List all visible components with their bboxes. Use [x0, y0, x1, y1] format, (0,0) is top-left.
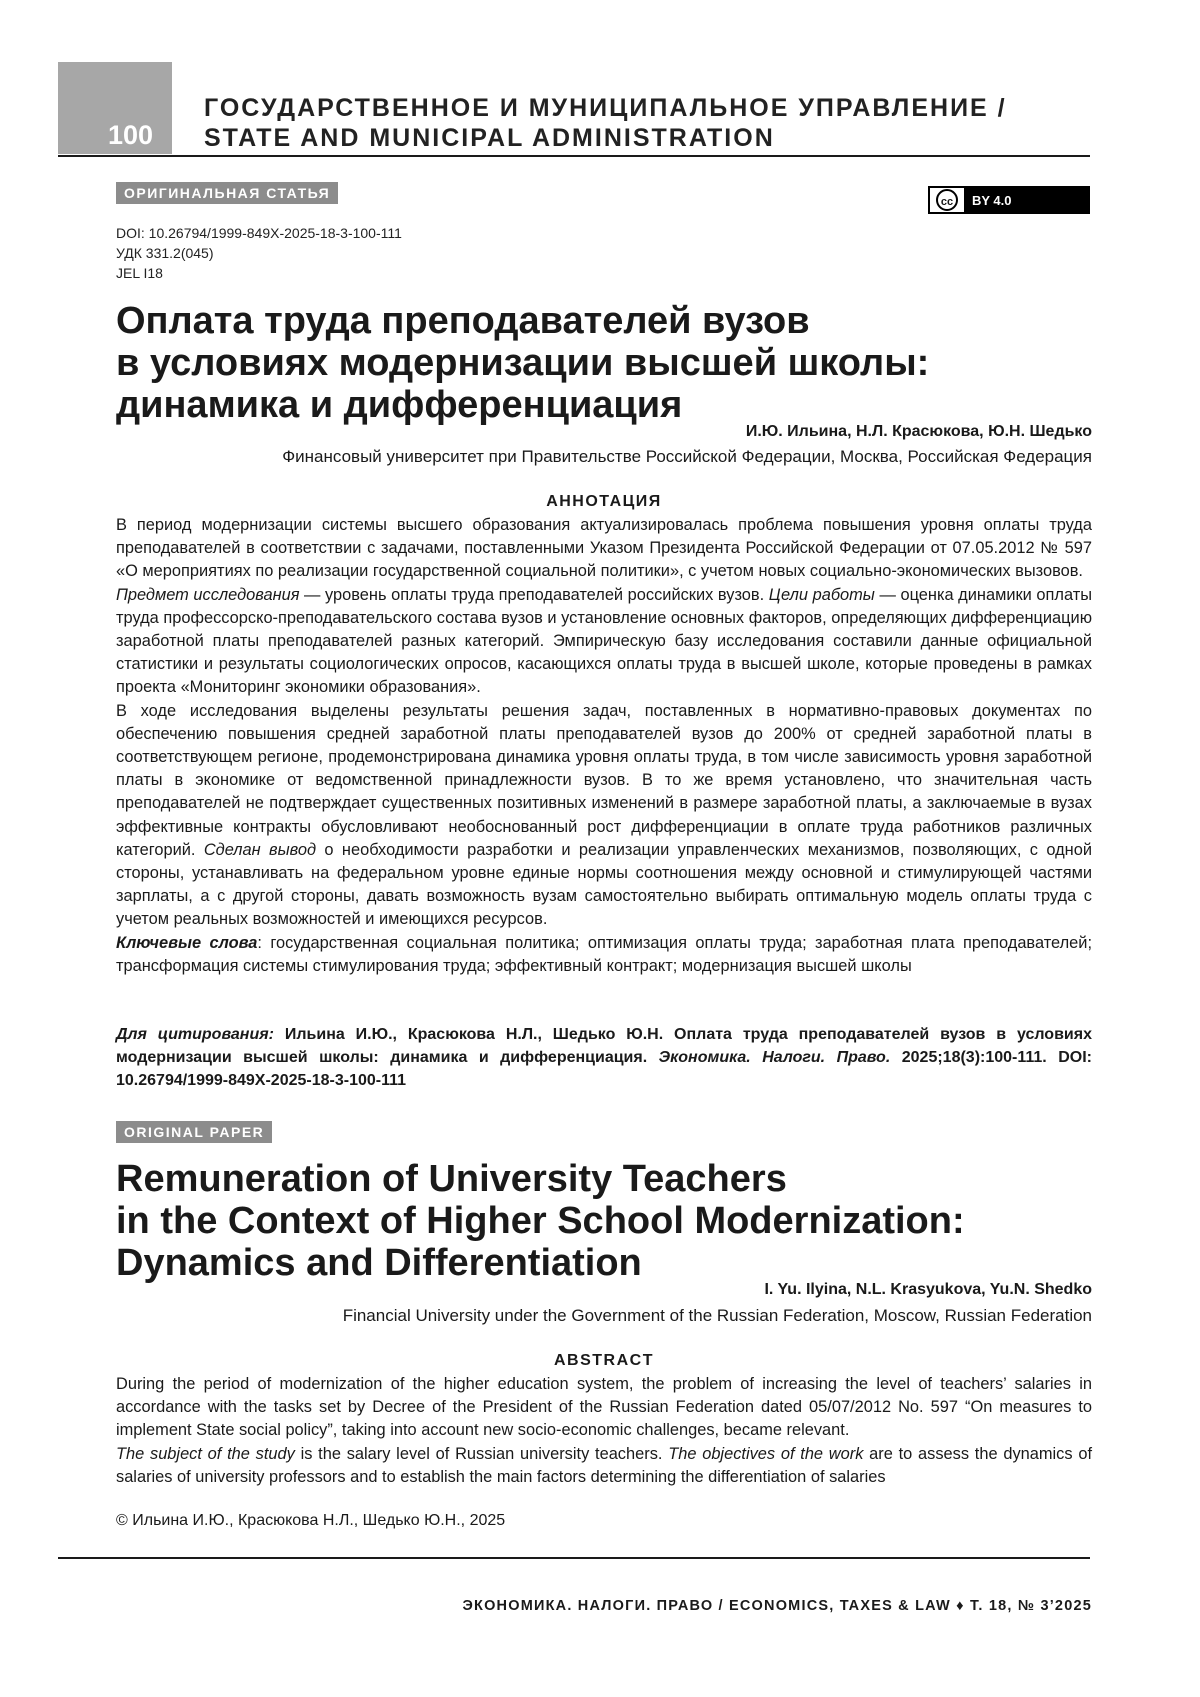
title-ru-line-2: в условиях модернизации высшей школы: [116, 342, 930, 384]
article-type-label-ru: ОРИГИНАЛЬНАЯ СТАТЬЯ [116, 182, 338, 204]
abstract-heading-ru: АННОТАЦИЯ [546, 493, 662, 510]
abstract-ru [116, 514, 1092, 978]
creative-commons-icon: cc [930, 188, 964, 212]
footer-issue: Т. 18, № 3’2025 [969, 1598, 1092, 1614]
title-en-line-3: Dynamics and Differentiation [116, 1242, 642, 1284]
title-en-line-1: Remuneration of University Teachers [116, 1158, 787, 1200]
footer-divider [58, 1557, 1090, 1559]
footer-journal-info [463, 1598, 1093, 1614]
affiliation-ru: Финансовый университет при Правительстве Российской Федерации, Москва, Российская Федерация [282, 447, 1092, 466]
abstract-ru-paragraph-2: Предмет исследования — уровень оплаты труда преподавателей российских вузов. Цели работы — оценка динамики оплаты труда профессорско-преподавательского состава вузов и установление основных факторов, определяющих дифференциацию заработной платы преподавателей разных категорий. Эмпирическую базу исследования составили данные официальной статистики и результаты социологических опросов, касающихся оплаты труда в высшей школе, которые проведены в рамках проекта «Мониторинг экономики образования». [116, 585, 1093, 697]
footer-journal-name: ЭКОНОМИКА. НАЛОГИ. ПРАВО / ECONOMICS, TAXES & LAW [462, 1598, 951, 1614]
abstract-en-paragraph-2: The subject of the study is the salary level of Russian university teachers. The objectives of the work are to assess the dynamics of salaries of university professors and to establish the main factors determining the differentiation of salaries [116, 1444, 1092, 1486]
udk: УДК 331.2(045) [116, 245, 214, 261]
doi: DOI: 10.26794/1999-849X-2025-18-3-100-111 [116, 225, 402, 241]
diamond-icon: ♦ [956, 1598, 965, 1614]
title-ru-line-3: динамика и дифференциация [116, 384, 683, 426]
title-en-line-2: in the Context of Higher School Modernization: [116, 1200, 965, 1242]
abstract-heading-en: ABSTRACT [554, 1352, 654, 1369]
affiliation-en: Financial University under the Government of the Russian Federation, Moscow, Russian Federation [342, 1306, 1092, 1325]
keywords-ru: Ключевые слова: государственная социальная политика; оптимизация оплаты труда; заработная плата преподавателей; трансформация системы стимулирования труда; эффективный контракт; модернизация высшей школы [116, 933, 1092, 975]
abstract-ru-paragraph-3: В ходе исследования выделены результаты решения задач, поставленных в нормативно-правовых документах по обеспечению повышения средней заработной платы преподавателей вузов до 200% от средней заработной платы в соответствующем регионе, продемонстрирована динамика уровня оплаты труда, в том числе зависимость уровня заработной платы в экономике от ведомственной принадлежности вузов. В то же время установлено, что значительная часть преподавателей не подтверждает существенных позитивных изменений в размере заработной платы, а заключаемые в вузах эффективные контракты обусловливают необоснованный рост дифференциации в оплате труда работников различных категорий. Сделан вывод о необходимости разработки и реализации управленческих механизмов, позволяющих, с одной стороны, устанавливать на федеральном уровне единые нормы соотношения между основной и стимулирующей частями зарплаты, а с другой стороны, давать возможность вузам самостоятельно выбирать оптимальную модель оплаты труда с учетом реальных возможностей и имеющихся ресурсов. [116, 701, 1092, 929]
jel: JEL I18 [116, 265, 163, 281]
license-text: BY 4.0 [964, 188, 1088, 212]
authors-en: I. Yu. Ilyina, N.L. Krasyukova, Yu.N. Shedko [764, 1281, 1092, 1298]
abstract-en-paragraph-1: During the period of modernization of the higher education system, the problem of increasing the level of teachers’ salaries in accordance with the tasks set by Decree of the President of the Russian Federation dated 05/07/2012 No. 597 “On measures to implement State social policy”, taking into account new socio-economic challenges, became relevant. [116, 1375, 1092, 1440]
page-number: 100 [108, 120, 154, 150]
authors-ru: И.Ю. Ильина, Н.Л. Красюкова, Ю.Н. Шедько [745, 423, 1092, 440]
abstract-en [116, 1373, 1092, 1489]
copyright: © Ильина И.Ю., Красюкова Н.Л., Шедько Ю.Н., 2025 [116, 1512, 506, 1529]
header-divider [58, 155, 1090, 157]
license-badge[interactable] [928, 186, 1090, 214]
citation-ru: Для цитирования: Ильина И.Ю., Красюкова Н.Л., Шедько Ю.Н. Оплата труда преподавателей вузов в условиях модернизации высшей школы: динамика и дифференциация. Экономика. Налоги. Право. 2025;18(3):100-111. DOI: 10.26794/1999-849X-2025-18-3-100-111 [116, 1026, 1093, 1089]
title-ru-line-1: Оплата труда преподавателей вузов [116, 300, 810, 342]
journal-section-title-ru: ГОСУДАРСТВЕННОЕ И МУНИЦИПАЛЬНОЕ УПРАВЛЕНИЕ / [204, 94, 1007, 122]
abstract-ru-paragraph-1: В период модернизации системы высшего образования актуализировалась проблема повышения уровня оплаты труда преподавателей в соответствии с задачами, поставленными Указом Президента Российской Федерации от 07.05.2012 № 597 «О мероприятиях по реализации государственной социальной политики», с учетом новых социально-экономических вызовов. [116, 516, 1092, 581]
journal-section-title-en: STATE AND MUNICIPAL ADMINISTRATION [204, 124, 775, 152]
article-type-label-en: ORIGINAL PAPER [116, 1121, 272, 1143]
